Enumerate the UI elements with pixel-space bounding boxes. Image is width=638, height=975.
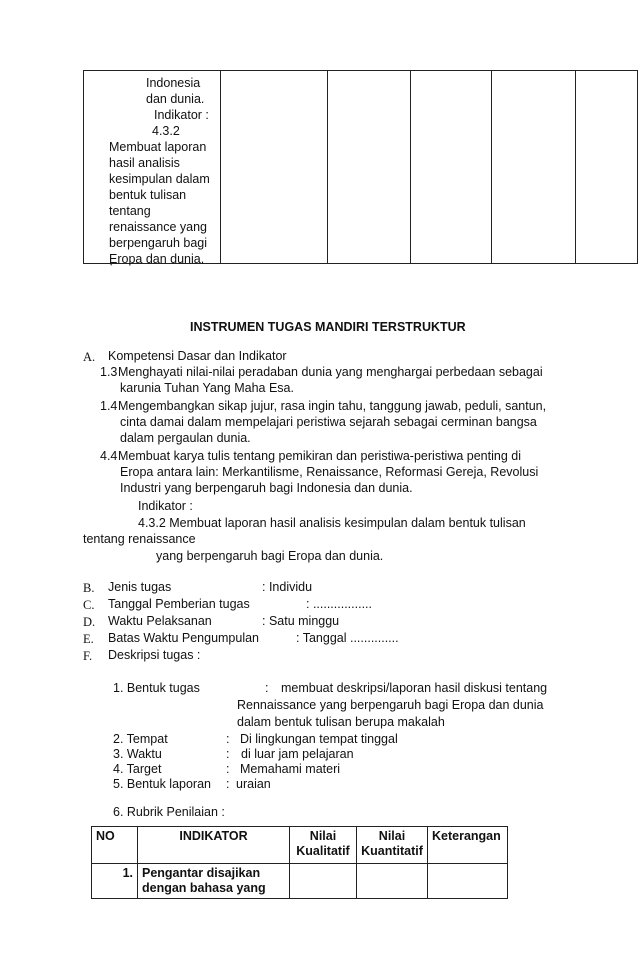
kd-text: dalam pergaulan dunia. (120, 431, 251, 445)
cell-line: kesimpulan dalam (109, 172, 210, 186)
cell-line: ` (109, 262, 114, 276)
detail-value: Memahami materi (240, 762, 341, 776)
colon: : (226, 762, 230, 776)
indikator-text: yang berpengaruh bagi Eropa dan dunia. (156, 549, 384, 563)
bentuk-tugas-text: Rennaissance yang berpengaruh bagi Eropa dan dunia (237, 698, 544, 712)
bentuk-tugas-text: dalam bentuk tulisan berupa makalah (237, 715, 445, 729)
kd-text: cinta damai dalam mempelajari peristiwa sejarah sebagai cerminan bangsa (120, 415, 537, 429)
field-letter: B. (83, 581, 95, 595)
indikator-text: 4.3.2 Membuat laporan hasil analisis kesimpulan dalam bentuk tulisan (138, 516, 526, 530)
page-title: INSTRUMEN TUGAS MANDIRI TERSTRUKTUR (190, 320, 466, 334)
row-kualitatif (290, 864, 357, 899)
row-no (92, 864, 138, 899)
table-row (92, 864, 508, 899)
cell-line: hasil analisis (109, 156, 180, 170)
field-value: : Individu (262, 580, 313, 594)
field-letter: C. (83, 598, 95, 612)
colon: : (265, 681, 269, 695)
bentuk-tugas-label: 1. Bentuk tugas (113, 681, 200, 695)
field-value: : ................. (306, 597, 372, 611)
field-value: : Satu minggu (262, 614, 340, 628)
detail-label: 5. Bentuk laporan (113, 777, 211, 791)
cell-line: dan dunia. (146, 92, 205, 106)
field-letter: D. (83, 615, 96, 629)
field-letter: F. (83, 649, 93, 663)
kd-number: 1.4 (100, 399, 118, 413)
kd-text: Mengembangkan sikap jujur, rasa ingin tahu, tanggung jawab, peduli, santun, (118, 399, 547, 413)
detail-value: uraian (236, 777, 271, 791)
colon: : (226, 747, 230, 761)
continued-table (83, 70, 638, 276)
header-indikator (138, 827, 290, 864)
rubric-table (91, 826, 508, 899)
field-label: Batas Waktu Pengumpulan (108, 631, 260, 645)
cell-line: renaissance yang (109, 220, 207, 234)
table-row (84, 71, 638, 264)
table-cell-empty (328, 71, 411, 264)
table-cell-indicator (84, 71, 221, 276)
table-cell-empty (492, 71, 576, 264)
detail-label: 3. Waktu (113, 747, 162, 761)
table-cell-empty (221, 71, 328, 264)
field-label: Jenis tugas (108, 580, 172, 594)
cell-text: Pengantar disajikan (142, 866, 261, 880)
header-text: INDIKATOR (179, 829, 248, 843)
field-label: Waktu Pelaksanan (108, 614, 212, 628)
rubrik-label: 6. Rubrik Penilaian : (113, 805, 225, 819)
row-kuantitatif (357, 864, 428, 899)
header-text: NO (96, 829, 115, 843)
cell-line: Indonesia (146, 76, 201, 90)
table-header-row (92, 827, 508, 864)
header-text: Kuantitatif (361, 844, 423, 858)
colon: : (226, 777, 230, 791)
detail-label: 2. Tempat (113, 732, 168, 746)
cell-line: Indikator : (154, 108, 209, 122)
header-text: Nilai (309, 829, 337, 843)
row-keterangan (428, 864, 508, 899)
cell-line: Eropa dan dunia. (109, 252, 205, 266)
section-a-heading: Kompetensi Dasar dan Indikator (108, 349, 287, 363)
kd-text: karunia Tuhan Yang Maha Esa. (120, 381, 294, 395)
section-letter-a: A. (83, 350, 96, 364)
kd-number: 4.4 (100, 449, 118, 463)
header-nilai-kualitatif (290, 827, 357, 864)
indikator-label: Indikator : (138, 499, 193, 513)
cell-text: dengan bahasa yang (142, 881, 266, 895)
cell-line: berpengaruh bagi (109, 236, 207, 250)
cell-line: tentang (109, 204, 151, 218)
cell-text: 1. (122, 866, 133, 880)
field-letter: E. (83, 632, 94, 646)
header-text: Keterangan (432, 829, 501, 843)
table-cell-empty (411, 71, 492, 264)
cell-line: Membuat laporan (109, 140, 207, 154)
colon: : (226, 732, 230, 746)
header-no (92, 827, 138, 864)
header-keterangan (428, 827, 508, 864)
table-cell-empty (576, 71, 638, 264)
header-text: Kualitatif (296, 844, 350, 858)
kd-text: Industri yang berpengaruh bagi Indonesia dan dunia. (120, 481, 413, 495)
cell-line: 4.3.2 (152, 124, 180, 138)
kd-text: Membuat karya tulis tentang pemikiran dan peristiwa-peristiwa penting di (118, 449, 521, 463)
header-text: Nilai (378, 829, 406, 843)
detail-value: di luar jam pelajaran (241, 747, 354, 761)
cell-line: bentuk tulisan (109, 188, 187, 202)
kd-text: Menghayati nilai-nilai peradaban dunia yang menghargai perbedaan sebagai (118, 365, 543, 379)
field-value: : Tanggal .............. (296, 631, 399, 645)
detail-value: Di lingkungan tempat tinggal (240, 732, 398, 746)
header-nilai-kuantitatif (357, 827, 428, 864)
indikator-text: tentang renaissance (83, 532, 196, 546)
detail-label: 4. Target (113, 762, 162, 776)
bentuk-tugas-text: membuat deskripsi/laporan hasil diskusi tentang (281, 681, 548, 695)
row-indikator (138, 864, 290, 899)
field-label: Tanggal Pemberian tugas (108, 597, 250, 611)
kd-text: Eropa antara lain: Merkantilisme, Renaissance, Reformasi Gereja, Revolusi (120, 465, 539, 479)
kd-number: 1.3 (100, 365, 118, 379)
field-label: Deskripsi tugas : (108, 648, 201, 662)
